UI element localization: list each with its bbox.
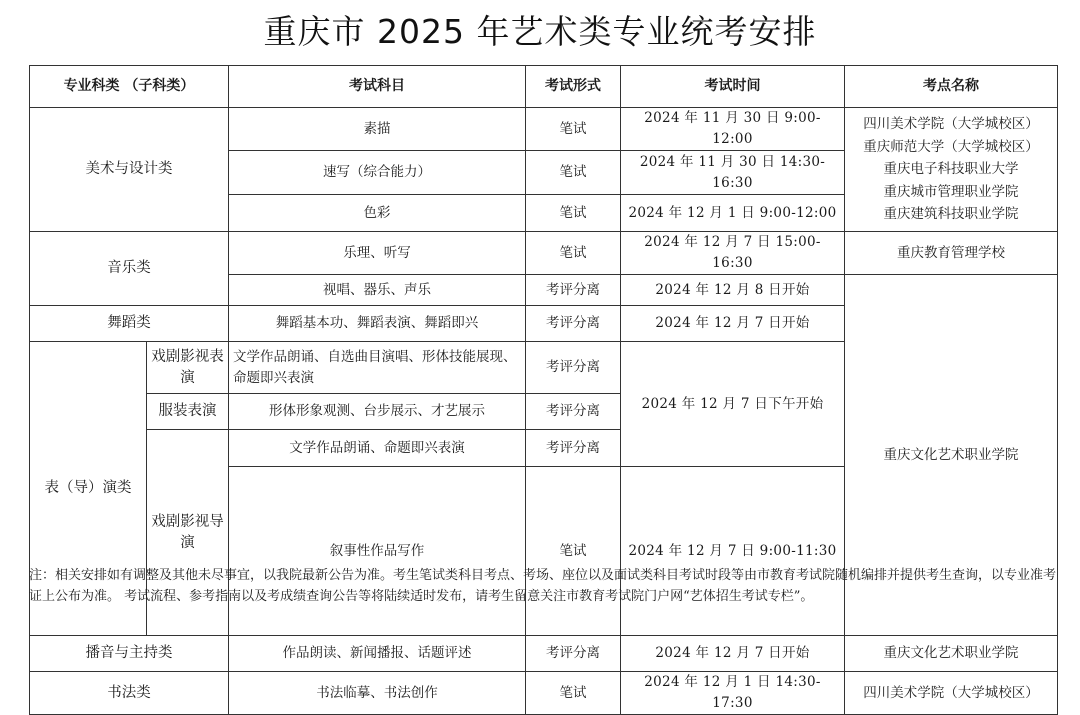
table-row (30, 636, 1058, 672)
form-cell: 笔试 (526, 151, 621, 195)
time-cell: 2024 年 12 月 7 日 9:00-11:30 (621, 467, 845, 636)
time-cell: 2024 年 12 月 8 日开始 (621, 275, 845, 306)
category-broadcast: 播音与主持类 (30, 636, 229, 672)
subject-cell: 文学作品朗诵、自选曲目演唱、形体技能展现、命题即兴表演 (229, 342, 526, 394)
header-subject: 考试科目 (229, 66, 526, 108)
time-cell: 2024 年 12 月 1 日 9:00-12:00 (621, 195, 845, 232)
subject-cell: 舞蹈基本功、舞蹈表演、舞蹈即兴 (229, 306, 526, 342)
form-cell: 考评分离 (526, 275, 621, 306)
subcategory-fashion: 服装表演 (147, 394, 229, 430)
time-cell: 2024 年 12 月 7 日开始 (621, 306, 845, 342)
header-row (30, 66, 1058, 108)
venue-culture-arts: 重庆文化艺术职业学院 (845, 275, 1058, 636)
form-cell: 考评分离 (526, 342, 621, 394)
category-calligraphy: 书法类 (30, 672, 229, 715)
subcategory-drama-performance: 戏剧影视表演 (147, 342, 229, 394)
form-cell: 考评分离 (526, 306, 621, 342)
subject-cell: 叙事性作品写作 (229, 467, 526, 636)
time-cell: 2024 年 11 月 30 日 9:00-12:00 (621, 108, 845, 151)
header-category: 专业科类 （子科类） (30, 66, 229, 108)
header-form: 考试形式 (526, 66, 621, 108)
header-time: 考试时间 (621, 66, 845, 108)
subject-cell: 文学作品朗诵、命题即兴表演 (229, 430, 526, 467)
subject-cell: 作品朗读、新闻播报、话题评述 (229, 636, 526, 672)
subject-cell: 速写（综合能力） (229, 151, 526, 195)
table-row (30, 108, 1058, 151)
page-title: 重庆市 2025 年艺术类专业统考安排 (263, 12, 817, 51)
category-music: 音乐类 (30, 232, 229, 306)
subject-cell: 形体形象观测、台步展示、才艺展示 (229, 394, 526, 430)
venue-cell: 重庆文化艺术职业学院 (845, 636, 1058, 672)
form-cell: 考评分离 (526, 394, 621, 430)
exam-schedule-table (29, 65, 1058, 715)
footnote: 注：相关安排如有调整及其他未尽事宜，以我院最新公告为准。考生笔试类科目考点、考场、座位以及面试类科目考试时段等由市教育考试院随机编排并提供考生查询，以专业准考证上公布为准。 考试流程、参考指南以及考成绩查询公告等将陆续适时发布，请考生留意关注市教育考试院门户网“艺体招生考试专栏”。 (29, 568, 1057, 604)
subject-cell: 书法临摹、书法创作 (229, 672, 526, 715)
subject-cell: 色彩 (229, 195, 526, 232)
subcategory-drama-directing: 戏剧影视导演 (147, 430, 229, 636)
venue-item: 重庆城市管理职业学院 (883, 183, 1019, 200)
form-cell: 笔试 (526, 232, 621, 275)
subject-cell: 乐理、听写 (229, 232, 526, 275)
time-cell: 2024 年 12 月 1 日 14:30-17:30 (621, 672, 845, 715)
form-cell: 考评分离 (526, 636, 621, 672)
venue-item: 重庆电子科技职业大学 (883, 161, 1019, 178)
category-art: 美术与设计类 (30, 108, 229, 232)
category-perform: 表（导）演类 (30, 342, 147, 636)
venue-cell: 四川美术学院（大学城校区） (845, 672, 1058, 715)
venue-item: 重庆师范大学（大学城校区） (863, 138, 1039, 155)
header-venue: 考点名称 (845, 66, 1058, 108)
form-cell: 笔试 (526, 108, 621, 151)
time-cell: 2024 年 12 月 7 日下午开始 (621, 342, 845, 467)
time-cell: 2024 年 12 月 7 日 15:00-16:30 (621, 232, 845, 275)
form-cell: 笔试 (526, 467, 621, 636)
table-row (30, 672, 1058, 715)
form-cell: 考评分离 (526, 430, 621, 467)
time-cell: 2024 年 11 月 30 日 14:30-16:30 (621, 151, 845, 195)
venue-item: 重庆建筑科技职业学院 (883, 206, 1019, 223)
subject-cell: 视唱、器乐、声乐 (229, 275, 526, 306)
form-cell: 笔试 (526, 672, 621, 715)
time-cell: 2024 年 12 月 7 日开始 (621, 636, 845, 672)
venue-item: 四川美术学院（大学城校区） (863, 116, 1039, 133)
table-row (30, 232, 1058, 275)
category-dance: 舞蹈类 (30, 306, 229, 342)
venue-art-list (845, 108, 1058, 232)
venue-cell: 重庆教育管理学校 (845, 232, 1058, 275)
subject-cell: 素描 (229, 108, 526, 151)
form-cell: 笔试 (526, 195, 621, 232)
